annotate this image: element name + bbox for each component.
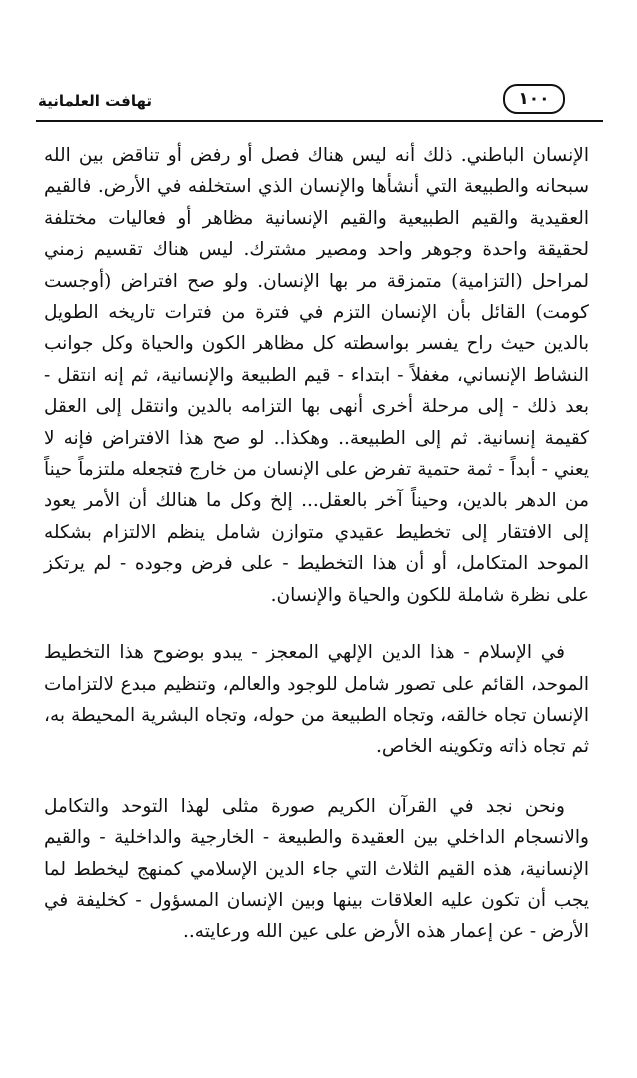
- paragraph-1: الإنسان الباطني. ذلك أنه ليس هناك فصل أو رفض أو تناقض بين الله سبحانه والطبيعة التي أنشأها والإنسان الذي استخلفه في الأرض. فالقيم العقيدية والقيم الطبيعية والقيم الإنسانية مظاهر أو فعاليات مختلفة لحقيقة واحدة وجوهر واحد ومصير مشترك. ليس هناك تقسيم زمني لمراحل (التزامية) متمزقة مر بها الإنسان. ولو صح افتراض (أوجست كومت) القائل بأن الإنسان التزم في فترة من فترات تاريخه الطويل بالدين حيث راح يفسر بواسطته كل مظاهر الكون والحياة وكل جوانب النشاط الإنساني، مغفلاً - ابتداء - قيم الطبيعة والإنسانية، ثم إنه انتقل - بعد ذلك - إلى مرحلة أخرى أنهى بها التزامه بالدين وانتقل إلى العقل كقيمة إنسانية. ثم إلى الطبيعة.. وهكذا.. لو صح هذا الافتراض فإنه لا يعني - أبداً - ثمة حتمية تفرض على الإنسان من خارج فتجعله ملتزماً حيناً من الدهر بالدين، وحيناً آخر بالعقل... إلخ وكل ما هنالك أن الأمر يعود إلى الافتقار إلى تخطيط عقيدي متوازن شامل ينظم الالتزام بشكله الموحد المتكامل، أو أن هذا التخطيط - على فرض وجوده - لم يرتكز على نظرة شاملة للكون والحياة والإنسان.: [44, 145, 589, 606]
- paragraph-3: ونحن نجد في القرآن الكريم صورة مثلى لهذا التوحد والتكامل والانسجام الداخلي بين العقيدة والطبيعة - الخارجية والداخلية - والقيم الإنسانية، هذه القيم الثلاث التي جاء الدين الإسلامي كمنهج ليخطط لما يجب أن تكون عليه العلاقات بينها وبين الإنسان المسؤول - كخليفة في الأرض - عن إعمار هذه الأرض على عين الله ورعايته..: [44, 795, 589, 943]
- header-rule: [36, 120, 603, 122]
- book-title: تهافت العلمانية: [38, 92, 152, 110]
- paragraph-2: في الإسلام - هذا الدين الإلهي المعجز - يبدو بوضوح هذا التخطيط الموحد، القائم على تصور شامل للوجود والعالم، وتنظيم مبدع لالتزامات الإنسان تجاه خالقه، وتجاه الطبيعة من حوله، وتجاه البشرية المحيطة به، ثم تجاه ذاته وتكوينه الخاص.: [44, 642, 589, 758]
- body-text: [44, 140, 589, 948]
- page-number: ١٠٠: [503, 84, 565, 114]
- page-header: [38, 84, 599, 116]
